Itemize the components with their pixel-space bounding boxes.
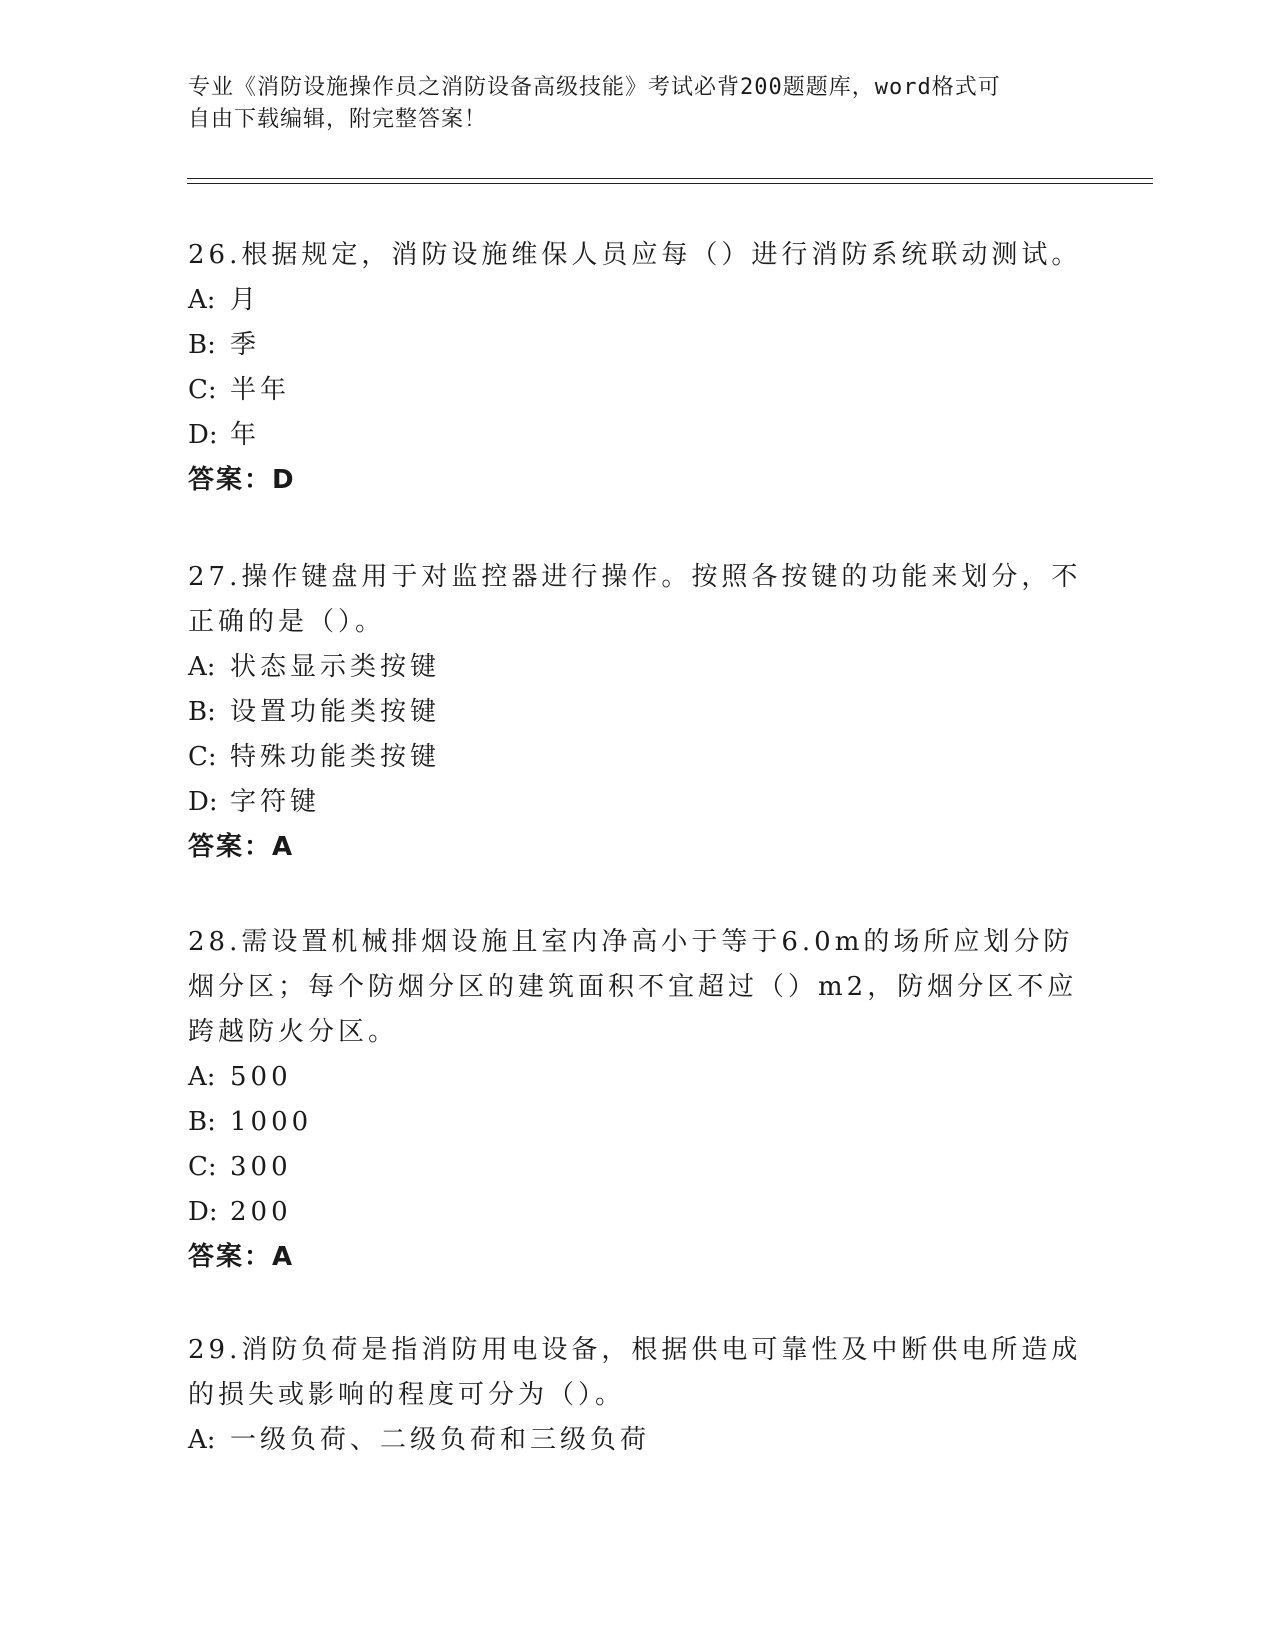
- question-stem: 27.操作键盘用于对监控器进行操作。按照各按键的功能来划分，不正确的是（）。: [188, 562, 1082, 637]
- option-b: [188, 690, 1088, 735]
- option-text: 字符键: [230, 787, 321, 817]
- option-d: [188, 1190, 1088, 1235]
- option-key: B:: [188, 330, 216, 360]
- question-28: [188, 920, 1088, 1280]
- option-key: A:: [188, 285, 216, 315]
- question-stem: 28.需设置机械排烟设施且室内净高小于等于6.0m的场所应划分防烟分区；每个防烟分区的建筑面积不宜超过（）m2，防烟分区不应跨越防火分区。: [188, 927, 1078, 1047]
- question-29: [188, 1328, 1088, 1463]
- answer-line: 答案：A: [188, 1242, 295, 1272]
- option-text: 年: [230, 420, 261, 450]
- option-key: C:: [188, 1152, 217, 1182]
- option-text: 500: [230, 1062, 292, 1092]
- option-key: A:: [188, 652, 216, 682]
- option-text: 1000: [230, 1107, 313, 1137]
- option-c: [188, 735, 1088, 780]
- option-key: D:: [188, 787, 218, 817]
- option-text: 300: [230, 1152, 292, 1182]
- option-text: 一级负荷、二级负荷和三级负荷: [230, 1425, 651, 1455]
- header-line-2: 自由下载编辑，附完整答案！: [188, 107, 488, 132]
- question-27: [188, 555, 1088, 870]
- option-text: 设置功能类按键: [230, 697, 441, 727]
- option-c: [188, 368, 1088, 413]
- option-text: 特殊功能类按键: [230, 742, 441, 772]
- option-key: A:: [188, 1425, 216, 1455]
- option-text: 月: [230, 285, 261, 315]
- option-key: B:: [188, 697, 216, 727]
- option-key: C:: [188, 742, 217, 772]
- option-a: [188, 1055, 1088, 1100]
- option-text: 状态显示类按键: [230, 652, 441, 682]
- option-key: B:: [188, 1107, 216, 1137]
- answer-line: 答案：A: [188, 832, 295, 862]
- option-key: D:: [188, 1197, 218, 1227]
- option-d: [188, 780, 1088, 825]
- option-text: 半年: [230, 375, 291, 405]
- answer-line: 答案：D: [188, 465, 296, 495]
- header-line-1: 专业《消防设施操作员之消防设备高级技能》考试必背200题题库，word格式可: [188, 75, 1001, 100]
- option-a: [188, 278, 1088, 323]
- option-c: [188, 1145, 1088, 1190]
- option-a: [188, 1418, 1088, 1463]
- option-text: 季: [230, 330, 261, 360]
- option-b: [188, 1100, 1088, 1145]
- option-b: [188, 323, 1088, 368]
- question-26: [188, 233, 1088, 503]
- option-a: [188, 645, 1088, 690]
- header-divider-bottom: [187, 183, 1153, 184]
- option-key: C:: [188, 375, 217, 405]
- option-key: D:: [188, 420, 218, 450]
- header-divider-top: [187, 178, 1153, 179]
- document-header: [188, 72, 1068, 136]
- option-text: 200: [230, 1197, 292, 1227]
- option-d: [188, 413, 1088, 458]
- option-key: A:: [188, 1062, 216, 1092]
- question-stem: 29.消防负荷是指消防用电设备，根据供电可靠性及中断供电所造成的损失或影响的程度可分为（）。: [188, 1335, 1082, 1410]
- question-stem: 26.根据规定，消防设施维保人员应每（）进行消防系统联动测试。: [188, 240, 1082, 270]
